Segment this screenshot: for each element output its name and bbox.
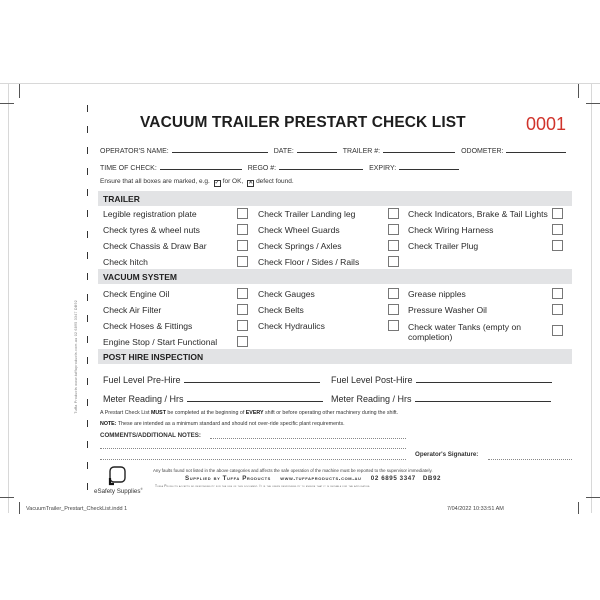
esafety-logo-icon: [106, 466, 128, 486]
supplier-line: [185, 475, 441, 482]
note-line: [100, 421, 345, 427]
header-fields-row-1: [100, 146, 570, 155]
must-notice: [100, 410, 398, 416]
date-field[interactable]: [297, 146, 337, 153]
section-header-vacuum-system: VACUUM SYSTEM: [98, 269, 572, 284]
comments-field[interactable]: [100, 459, 406, 460]
crop-mark: [19, 84, 20, 98]
check-item-label: Check Air Filter: [103, 305, 162, 315]
notice-text: be completed at the beginning of: [165, 410, 246, 416]
notice-emphasis: MUST: [150, 410, 166, 416]
check-box[interactable]: [388, 304, 399, 315]
check-item-label: Check Springs / Axles: [258, 241, 342, 251]
check-item-label: Check Wheel Guards: [258, 225, 340, 235]
expiry-label: EXPIRY:: [369, 165, 397, 172]
note-text: These are intended as a minimum standard and should not over-ride specific plant requirements.: [116, 421, 345, 427]
defect-text: defect found.: [256, 178, 294, 185]
check-item-label: Engine Stop / Start Functional: [103, 337, 218, 347]
fuel-post-hire-field[interactable]: [416, 374, 552, 383]
fuel-pre-hire-label: Fuel Level Pre-Hire: [103, 375, 181, 385]
operator-name-field[interactable]: [172, 146, 268, 153]
rego-field[interactable]: [279, 163, 363, 170]
meter-reading-post-label: Meter Reading / Hrs: [331, 394, 412, 404]
check-item-label: Check Gauges: [258, 289, 315, 299]
comments-label: COMMENTS/ADDITIONAL NOTES:: [100, 432, 201, 439]
ok-text: for OK,: [222, 178, 244, 185]
check-box[interactable]: [237, 288, 248, 299]
check-item-label: Check water Tanks (empty on completion): [408, 322, 522, 342]
check-box[interactable]: [552, 288, 563, 299]
section-header-trailer: TRAILER: [98, 191, 572, 206]
check-box[interactable]: [237, 304, 248, 315]
disclaimer: Tuffa Products accepts no responsibility for the use of this document. It is the users responsibility to ensure that it is suitable for the application.: [155, 484, 371, 488]
fuel-pre-hire-field[interactable]: [184, 374, 320, 383]
check-item-label: Pressure Washer Oil: [408, 305, 487, 315]
trailer-number-label: TRAILER #:: [342, 148, 381, 155]
form-title: VACUUM TRAILER PRESTART CHECK LIST: [140, 114, 466, 131]
faults-notice: Any faults found not listed in the above categories and affects the safe operation of the machine must be reported to the supervisor immediately.: [153, 468, 433, 473]
defect-example-box: ✕: [248, 180, 254, 186]
brand-mark: ®: [140, 487, 143, 491]
meter-reading-pre-row: [103, 393, 323, 404]
form-header: [98, 112, 572, 136]
fuel-pre-hire-row: [103, 374, 320, 385]
crop-mark: [19, 502, 20, 514]
perforation-line: [87, 105, 88, 495]
check-item-label: Check Chassis & Draw Bar: [103, 241, 207, 251]
check-item-label: Check hitch: [103, 257, 148, 267]
check-box[interactable]: [388, 240, 399, 251]
time-of-check-label: TIME OF CHECK:: [100, 165, 157, 172]
check-item-label: Check Floor / Sides / Rails: [258, 257, 360, 267]
check-item-label: Check Belts: [258, 305, 304, 315]
check-box[interactable]: [552, 240, 563, 251]
rego-label: REGO #:: [247, 165, 277, 172]
meter-reading-pre-label: Meter Reading / Hrs: [103, 394, 184, 404]
check-box[interactable]: [237, 240, 248, 251]
side-print-text: Tuffa Products www.tuffaproducts.com.au 02 6895 3347 DB92: [74, 300, 78, 414]
note-label: NOTE:: [100, 421, 117, 427]
page-border-top: [0, 83, 600, 84]
operator-signature-field[interactable]: [488, 459, 572, 460]
odometer-field[interactable]: [506, 146, 566, 153]
date-label: DATE:: [273, 148, 294, 155]
serial-number: 0001: [525, 114, 566, 134]
print-slug-timestamp: 7/04/2022 10:33:51 AM: [447, 506, 504, 512]
check-box[interactable]: [237, 208, 248, 219]
ok-example-box: ✓: [214, 180, 220, 186]
check-box[interactable]: [388, 288, 399, 299]
check-box[interactable]: [388, 256, 399, 267]
meter-reading-post-field[interactable]: [415, 393, 551, 402]
page-border-left: [8, 83, 9, 513]
instructions-prefix: Ensure that all boxes are marked, e.g.: [100, 178, 210, 185]
product-code: DB92: [422, 475, 442, 482]
check-box[interactable]: [552, 208, 563, 219]
check-item-label: Check Wiring Harness: [408, 225, 494, 235]
supplier-website[interactable]: www.tuffaproducts.com.au: [280, 475, 362, 482]
check-item-label: Check Hoses & Fittings: [103, 321, 193, 331]
check-box[interactable]: [552, 325, 563, 336]
check-item-label: Grease nipples: [408, 289, 466, 299]
crop-mark: [578, 84, 579, 98]
operator-name-label: OPERATOR'S NAME:: [100, 148, 169, 155]
meter-reading-pre-field[interactable]: [187, 393, 323, 402]
notice-emphasis: EVERY: [245, 410, 264, 416]
print-slug-filename: VacuumTrailer_Prestart_CheckList.indd 1: [26, 506, 128, 512]
check-box[interactable]: [388, 320, 399, 331]
trailer-number-field[interactable]: [383, 146, 455, 153]
check-box[interactable]: [237, 224, 248, 235]
check-item-label: Check Engine Oil: [103, 289, 170, 299]
crop-mark: [586, 497, 600, 498]
check-box[interactable]: [388, 208, 399, 219]
crop-mark: [586, 103, 600, 104]
supplier-phone: 02 6895 3347: [370, 475, 416, 482]
operator-signature-label: Operator's Signature:: [415, 451, 479, 458]
crop-mark: [578, 502, 579, 514]
check-box[interactable]: [237, 256, 248, 267]
section-header-post-hire-inspection: POST HIRE INSPECTION: [98, 349, 572, 364]
check-box[interactable]: [552, 224, 563, 235]
check-box[interactable]: [388, 224, 399, 235]
supplier-name: Supplied by Tuffa Products: [185, 475, 271, 482]
header-fields-row-2: [100, 163, 463, 172]
odometer-label: ODOMETER:: [461, 148, 504, 155]
crop-mark: [0, 103, 14, 104]
time-of-check-field[interactable]: [160, 163, 242, 170]
check-box[interactable]: [237, 336, 248, 347]
crop-mark: [0, 497, 14, 498]
instructions-line: [100, 178, 294, 187]
check-item-label: Legible registration plate: [103, 209, 197, 219]
check-item-label: Check Hydraulics: [258, 321, 325, 331]
notice-text: shift or before operating other machinery during the shift.: [263, 410, 399, 416]
fuel-post-hire-row: [331, 374, 552, 385]
check-item-label: Check Indicators, Brake & Tail Lights: [408, 209, 548, 219]
comments-field[interactable]: [210, 438, 406, 439]
check-box[interactable]: [237, 320, 248, 331]
notice-text: A Prestart Check List: [100, 410, 151, 416]
check-item-label: Check tyres & wheel nuts: [103, 225, 200, 235]
check-item-label: Check Trailer Landing leg: [258, 209, 356, 219]
meter-reading-post-row: [331, 393, 551, 404]
brand-name: eSafety Supplies: [94, 488, 141, 496]
check-box[interactable]: [552, 304, 563, 315]
fuel-post-hire-label: Fuel Level Post-Hire: [331, 375, 413, 385]
check-item-label: Check Trailer Plug: [408, 241, 479, 251]
page-border-right: [591, 83, 592, 513]
esafety-brand: [94, 487, 143, 495]
comments-field[interactable]: [100, 448, 406, 449]
expiry-field[interactable]: [399, 163, 459, 170]
